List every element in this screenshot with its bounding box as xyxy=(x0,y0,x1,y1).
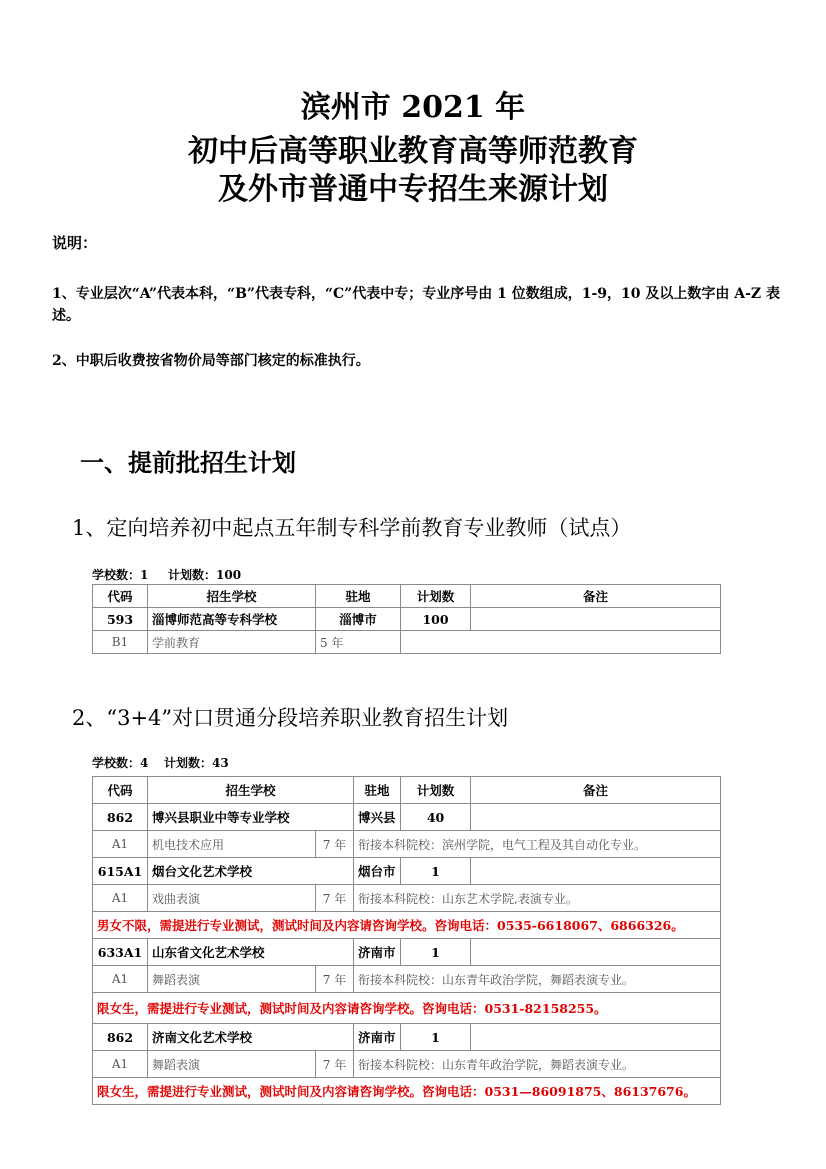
table-row xyxy=(93,631,721,654)
major-remark: 衔接本科院校：山东青年政治学院，舞蹈表演专业。 xyxy=(354,966,721,993)
major-name-text: 学前教育 xyxy=(152,635,201,650)
plan1-school-count: 学校数：1 xyxy=(92,568,149,582)
major-code: A1 xyxy=(93,885,148,912)
major-code: A1 xyxy=(93,1051,148,1078)
school-name: 烟台文化艺术学校 xyxy=(148,858,354,885)
table-row xyxy=(93,1051,721,1078)
plan2-stats xyxy=(92,754,229,771)
major-name: 舞蹈表演 xyxy=(148,966,316,993)
section-title: 一、提前批招生计划 xyxy=(80,448,296,477)
school-remark xyxy=(471,804,721,831)
header-code: 代码 xyxy=(93,585,148,608)
header-remark: 备注 xyxy=(471,585,721,608)
table-row xyxy=(93,804,721,831)
plan2-table xyxy=(92,776,721,1105)
school-name: 博兴县职业中等专业学校 xyxy=(148,804,354,831)
document-title-line2: 初中后高等职业教育高等师范教育 xyxy=(188,134,638,169)
header-school: 招生学校 xyxy=(148,777,354,804)
major-name: 机电技术应用 xyxy=(148,831,316,858)
school-name: 济南文化艺术学校 xyxy=(148,1024,354,1051)
header-plan: 计划数 xyxy=(401,777,471,804)
header-location: 驻地 xyxy=(316,585,401,608)
table-row xyxy=(93,858,721,885)
school-code: 615A1 xyxy=(93,858,148,885)
major-remark: 衔接本科院校：滨州学院，电气工程及其自动化专业。 xyxy=(354,831,721,858)
school-code: 633A1 xyxy=(93,939,148,966)
table-row xyxy=(93,831,721,858)
entry-note: 男女不限，需提进行专业测试，测试时间及内容请咨询学校。咨询电话：0535-6618067、6866326。 xyxy=(93,912,721,939)
header-plan: 计划数 xyxy=(401,585,471,608)
school-location: 济南市 xyxy=(354,1024,401,1051)
header-code: 代码 xyxy=(93,777,148,804)
school-name: 淄博师范高等专科学校 xyxy=(148,608,316,631)
major-years: 7 年 xyxy=(316,966,354,993)
plan1-plan-count: 计划数：100 xyxy=(168,568,242,582)
table-row xyxy=(93,608,721,631)
school-plan: 100 xyxy=(401,608,471,631)
school-code: 862 xyxy=(93,804,148,831)
school-remark xyxy=(471,939,721,966)
school-plan: 1 xyxy=(401,1024,471,1051)
school-remark xyxy=(471,1024,721,1051)
school-location: 博兴县 xyxy=(354,804,401,831)
table-row xyxy=(93,939,721,966)
table-header-row xyxy=(93,585,721,608)
header-school: 招生学校 xyxy=(148,585,316,608)
plan1-title: 1、定向培养初中起点五年制专科学前教育专业教师（试点） xyxy=(72,516,632,540)
major-remark: 衔接本科院校：山东艺术学院,表演专业。 xyxy=(354,885,721,912)
major-years: 5 年 xyxy=(316,631,401,654)
plan2-school-count: 学校数：4 xyxy=(92,756,149,770)
school-location: 淄博市 xyxy=(316,608,401,631)
major-remark: 衔接本科院校：山东青年政治学院，舞蹈表演专业。 xyxy=(354,1051,721,1078)
notes-label: 说明： xyxy=(52,234,98,252)
table-row xyxy=(93,885,721,912)
note-2: 2、中职后收费按省物价局等部门核定的标准执行。 xyxy=(52,353,370,369)
table-header-row xyxy=(93,777,721,804)
school-remark xyxy=(471,858,721,885)
table-row xyxy=(93,1024,721,1051)
table-row-note xyxy=(93,1078,721,1105)
major-years: 7 年 xyxy=(316,885,354,912)
document-title-line3: 及外市普通中专招生来源计划 xyxy=(218,172,608,207)
document-title-line1: 滨州市 2021 年 xyxy=(300,90,526,125)
school-plan: 1 xyxy=(401,939,471,966)
major-name xyxy=(148,631,316,654)
note-1: 1、专业层次“A”代表本科，“B”代表专科，“C”代表中专；专业序号由 1 位数组成，1-9，10 及以上数字由 A-Z 表述。 xyxy=(52,286,781,324)
header-remark: 备注 xyxy=(471,777,721,804)
plan2-plan-count: 计划数：43 xyxy=(164,756,229,770)
school-plan: 1 xyxy=(401,858,471,885)
major-years: 7 年 xyxy=(316,1051,354,1078)
table-row xyxy=(93,966,721,993)
entry-note: 限女生，需提进行专业测试，测试时间及内容请咨询学校。咨询电话：0531—86091875、86137676。 xyxy=(93,1078,721,1105)
table-row-note xyxy=(93,993,721,1024)
major-name: 戏曲表演 xyxy=(148,885,316,912)
school-code: 862 xyxy=(93,1024,148,1051)
school-location: 烟台市 xyxy=(354,858,401,885)
school-location: 济南市 xyxy=(354,939,401,966)
major-code: A1 xyxy=(93,966,148,993)
major-name: 舞蹈表演 xyxy=(148,1051,316,1078)
entry-note: 限女生，需提进行专业测试，测试时间及内容请咨询学校。咨询电话：0531-82158255。 xyxy=(93,993,721,1024)
school-code: 593 xyxy=(93,608,148,631)
major-code: B1 xyxy=(93,631,148,654)
table-row-note xyxy=(93,912,721,939)
plan2-title: 2、“3+4”对口贯通分段培养职业教育招生计划 xyxy=(72,706,509,730)
school-name: 山东省文化艺术学校 xyxy=(148,939,354,966)
major-remark xyxy=(401,631,721,654)
plan1-stats xyxy=(92,566,241,583)
major-code: A1 xyxy=(93,831,148,858)
header-location: 驻地 xyxy=(354,777,401,804)
plan1-table xyxy=(92,584,721,654)
school-plan: 40 xyxy=(401,804,471,831)
school-remark xyxy=(471,608,721,631)
major-years: 7 年 xyxy=(316,831,354,858)
